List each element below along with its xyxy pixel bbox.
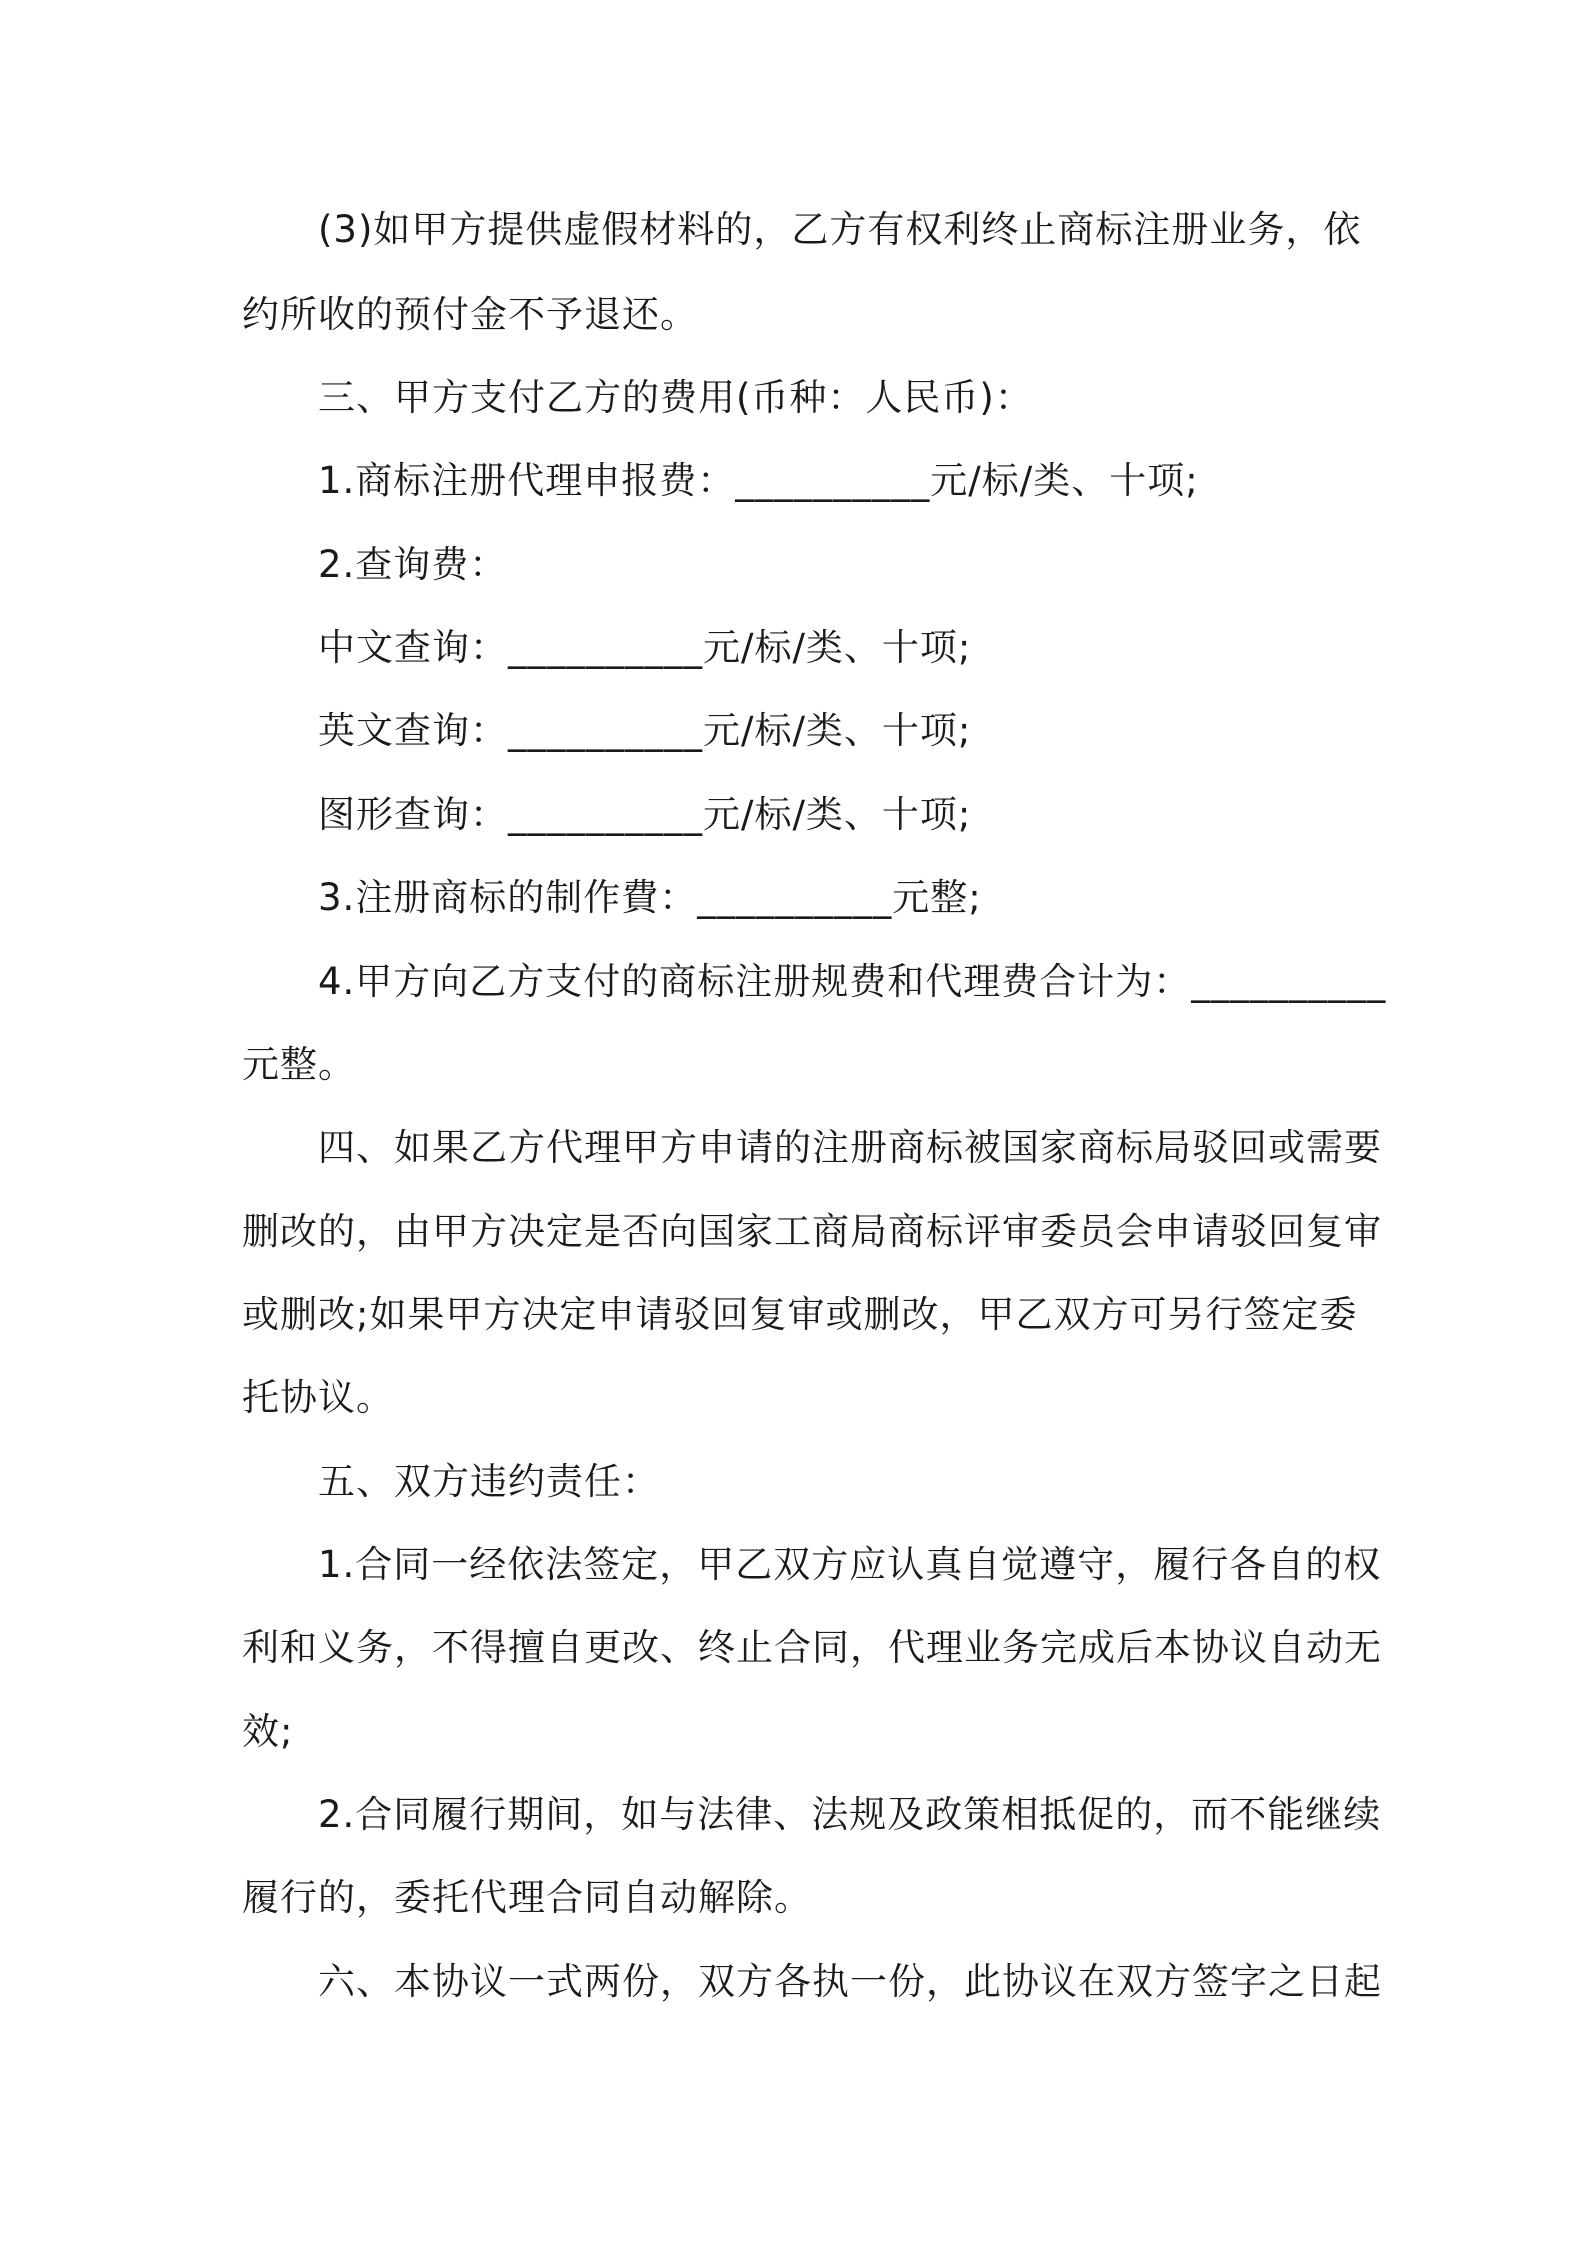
text-line: 约所收的预付金不予退还。 [242, 293, 698, 336]
section-heading: 四、如果乙方代理甲方申请的注册商标被国家商标局驳回或需要 [318, 1126, 1382, 1169]
text-line: 图形查询：__________元/标/类、十项; [318, 793, 972, 836]
text-line: 1.合同一经依法签定，甲乙双方应认真自觉遵守，履行各自的权 [318, 1543, 1382, 1586]
text-line: 元整。 [242, 1043, 356, 1086]
text-line: 2.查询费： [318, 543, 508, 586]
section-heading: 三、甲方支付乙方的费用(币种：人民币)： [318, 376, 1033, 419]
text-line: 4.甲方向乙方支付的商标注册规费和代理费合计为：__________ [318, 960, 1387, 1003]
text-line: 英文查询：__________元/标/类、十项; [318, 709, 972, 752]
text-line: 履行的，委托代理合同自动解除。 [242, 1876, 812, 1919]
text-line: 或删改;如果甲方决定申请驳回复审或删改，甲乙双方可另行签定委 [242, 1293, 1358, 1336]
text-line: 2.合同履行期间，如与法律、法规及政策相抵促的，而不能继续 [318, 1793, 1382, 1836]
section-heading: 六、本协议一式两份，双方各执一份，此协议在双方签字之日起 [318, 1960, 1382, 2003]
text-line: (3)如甲方提供虚假材料的，乙方有权利终止商标注册业务，依 [318, 208, 1362, 251]
text-line: 3.注册商标的制作費：__________元整; [318, 876, 982, 919]
text-line: 托协议。 [242, 1376, 394, 1419]
text-line: 1.商标注册代理申报费：__________元/标/类、十项; [318, 459, 1199, 502]
text-line: 删改的，由甲方决定是否向国家工商局商标评审委员会申请驳回复审 [242, 1210, 1382, 1253]
section-heading: 五、双方违约责任： [318, 1460, 660, 1503]
text-line: 利和义务，不得擅自更改、终止合同，代理业务完成后本协议自动无 [242, 1626, 1382, 1669]
text-line: 中文查询：__________元/标/类、十项; [318, 626, 972, 669]
text-line: 效; [242, 1710, 294, 1753]
